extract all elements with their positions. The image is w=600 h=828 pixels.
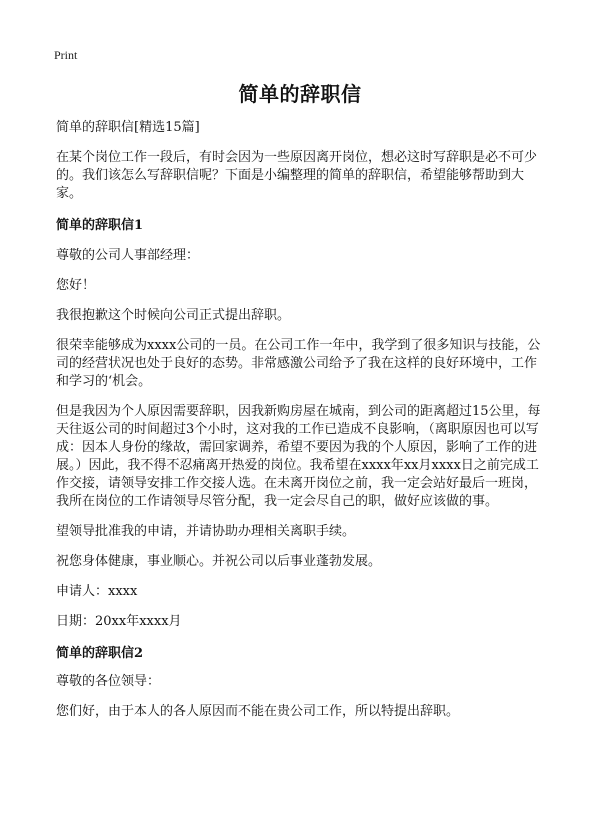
document-subtitle: 简单的辞职信[精选15篇] — [56, 120, 200, 135]
letter-2-paragraph-1: 您们好，由于本人的各人原因而不能在贵公司工作，所以特提出辞职。 — [56, 704, 460, 719]
letter-1-paragraph-2: 很荣幸能够成为xxxx公司的一员。在公司工作一年中，我学到了很多知识与技能，公司的经营状况也处于良好的态势。非常感激公司给予了我在这样的良好环境中，工作和学习的‘机会。 — [56, 338, 541, 389]
print-link[interactable]: Print — [54, 48, 78, 62]
intro-paragraph: 在某个岗位工作一段后，有时会因为一些原因离开岗位，想必这时写辞职是必不可少的。我们该怎么写辞职信呢？下面是小编整理的简单的辞职信，希望能够帮助到大家。 — [56, 150, 538, 201]
letter-1-date: 日期：20xx年xxxx月 — [56, 614, 182, 629]
letter-1-heading: 简单的辞职信1 — [56, 218, 144, 233]
letter-1-salutation: 尊敬的公司人事部经理： — [56, 248, 200, 263]
letter-2-heading: 简单的辞职信2 — [56, 646, 144, 661]
letter-2-salutation: 尊敬的各位领导： — [56, 674, 161, 689]
letter-1-applicant: 申请人：xxxx — [56, 584, 138, 599]
letter-1-greeting: 您好！ — [56, 278, 96, 293]
letter-1-paragraph-3: 但是我因为个人原因需要辞职，因我新购房屋在城南，到公司的距离超过15公里，每天往返公司的时间超过3个小时，这对我的工作已造成不良影响，（离职原因也可以写成：因本人身份的缘故，需回家调养，希望不要因为我的个人原因，影响了工作的进展。）因此，我不得不忍痛离开热爱的岗位。我希望在xxxx年xx月xxxx日之前完成工作交接，请领导安排工作交接人选。在未离开岗位之前，我一定会站好最后一班岗，我所在岗位的工作请领导尽管分配，我一定会尽自己的职，做好应该做的事。 — [56, 404, 541, 509]
letter-1-paragraph-5: 祝您身体健康，事业顺心。并祝公司以后事业蓬勃发展。 — [56, 554, 382, 569]
letter-1-paragraph-1: 我很抱歉这个时候向公司正式提出辞职。 — [56, 308, 291, 323]
page-title: 简单的辞职信 — [238, 82, 362, 106]
letter-1-paragraph-4: 望领导批准我的申请，并请协助办理相关离职手续。 — [56, 524, 356, 539]
